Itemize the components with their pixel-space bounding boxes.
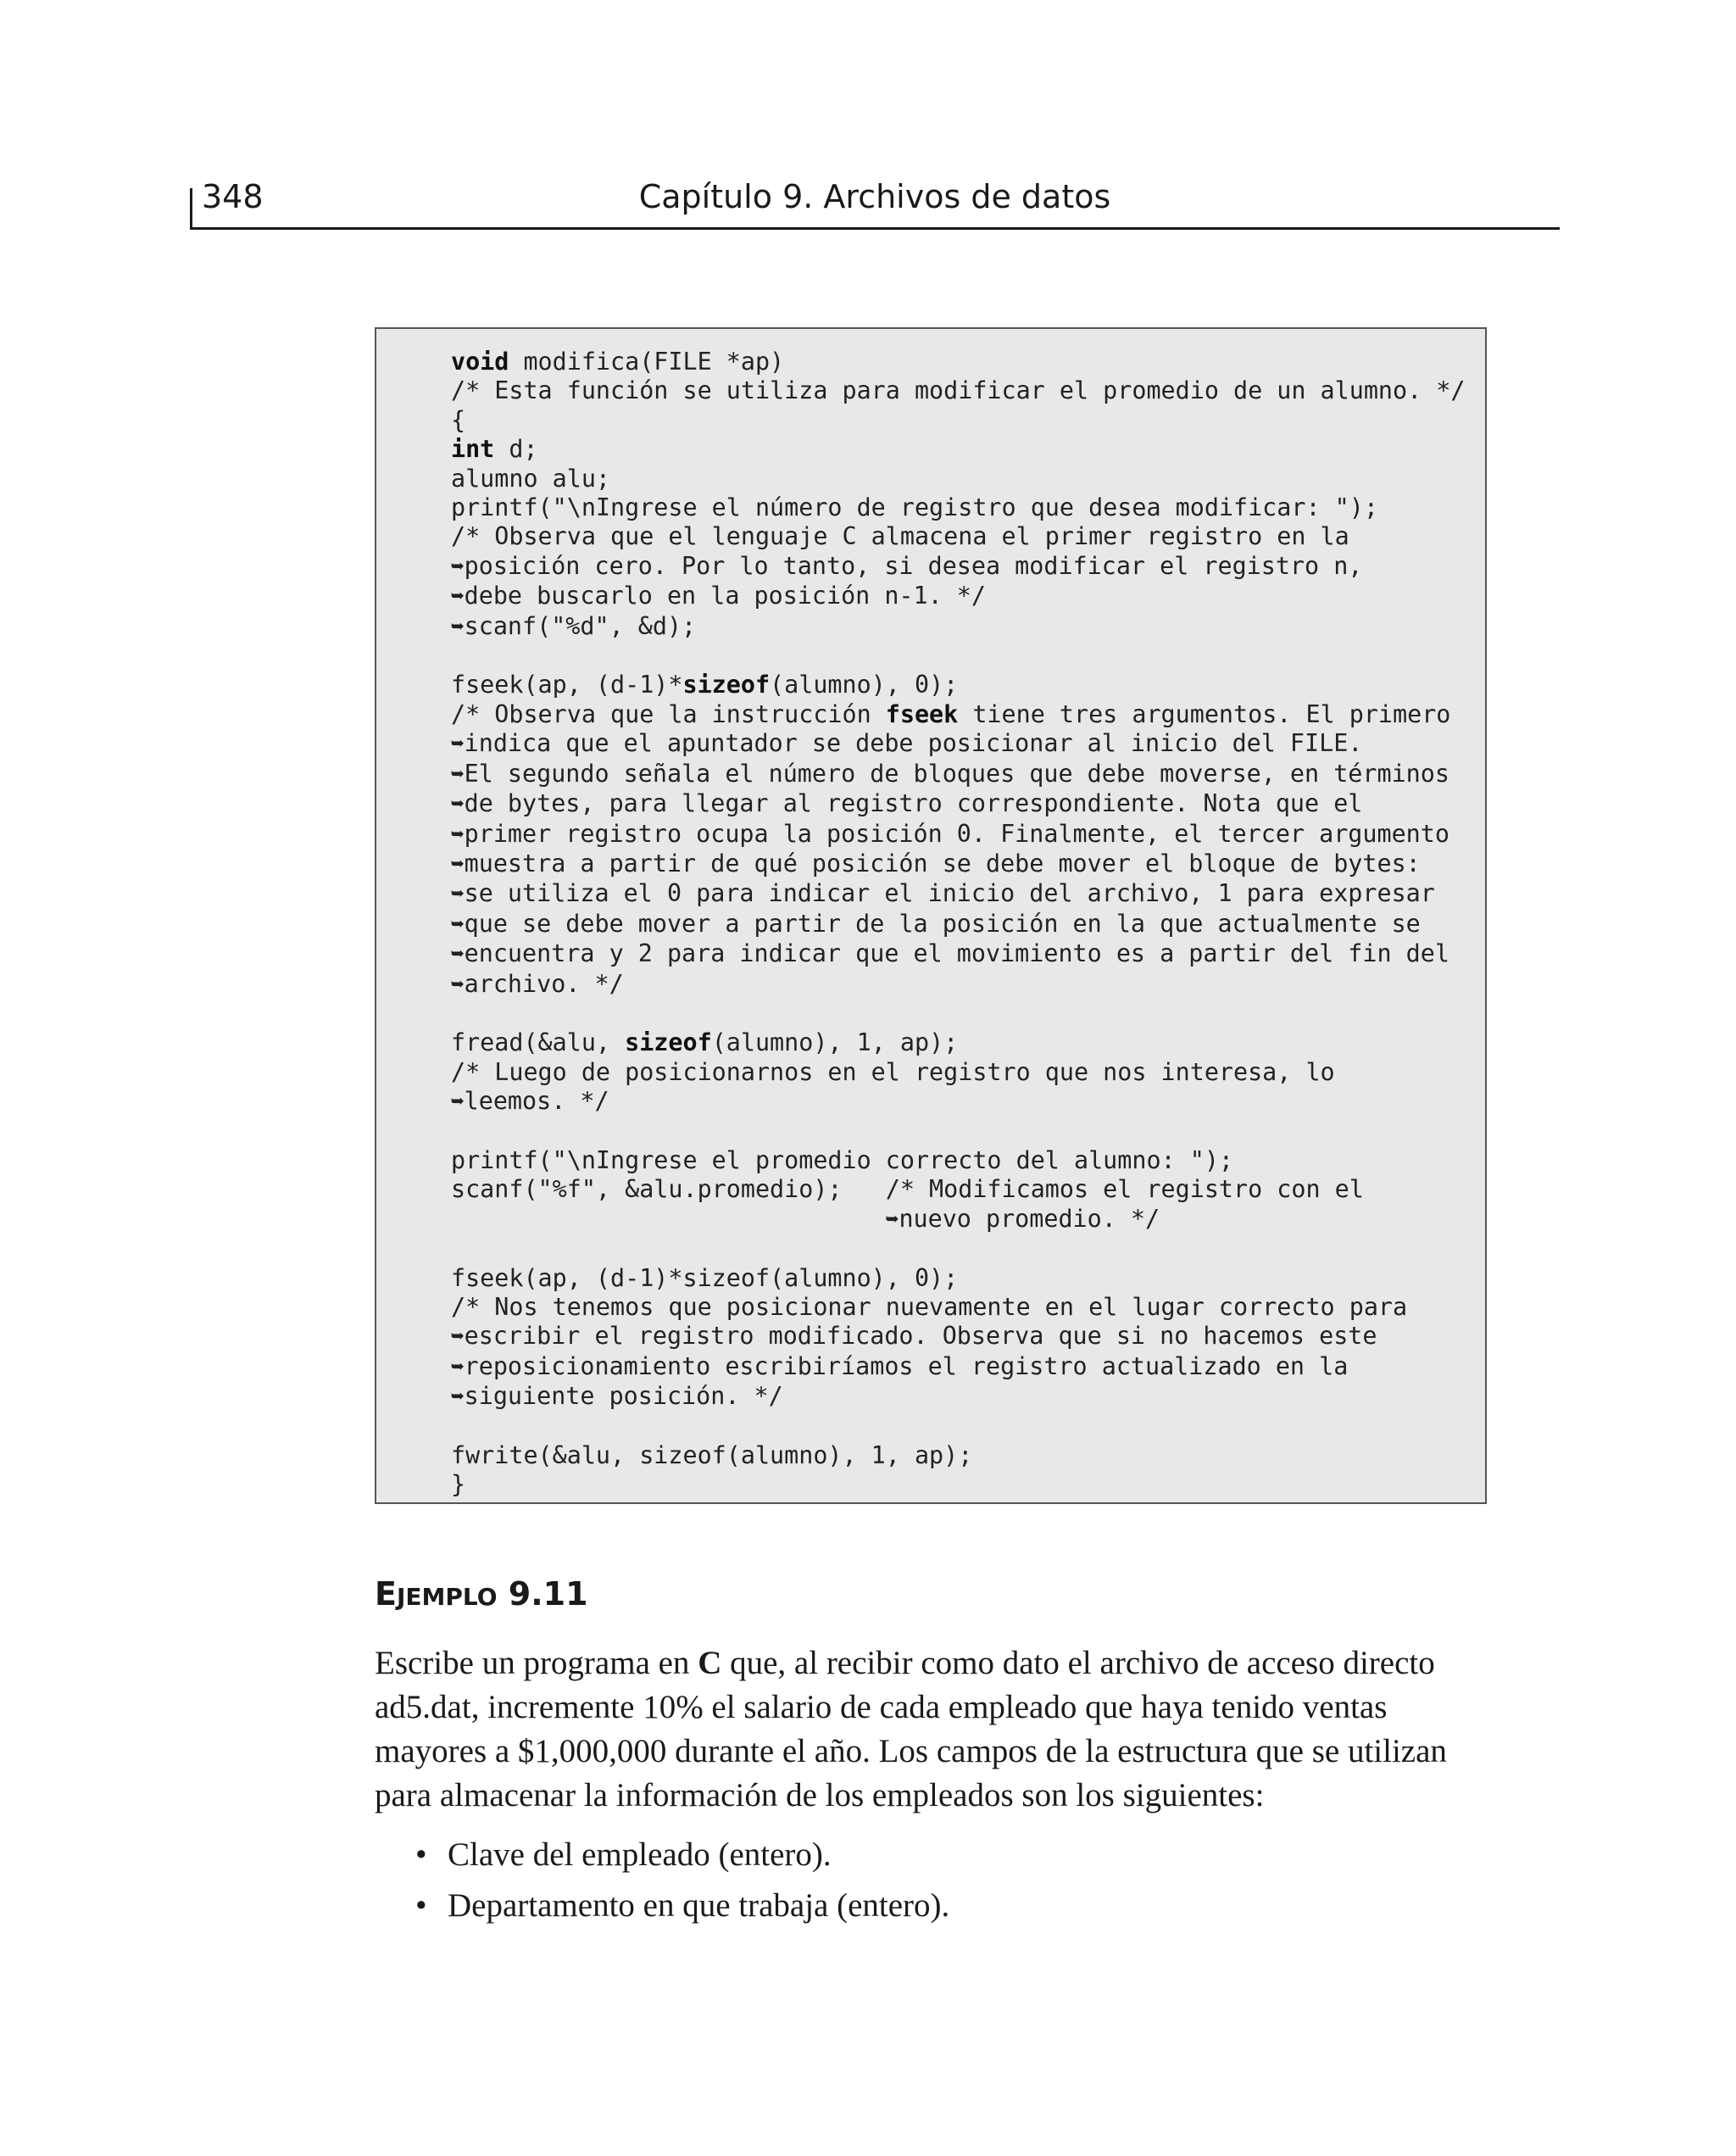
example-heading-smallcaps: JEMPLO	[396, 1583, 498, 1611]
continuation-arrow-icon: ➥	[451, 1324, 465, 1351]
code-text: printf("\nIngrese el número de registro que desea modificar: ");	[451, 493, 1378, 522]
code-text: muestra a partir de qué posición se debe mover el bloque de bytes:	[464, 849, 1421, 877]
code-line	[451, 435, 1465, 464]
code-line	[451, 850, 1465, 879]
code-text: /* Nos tenemos que posicionar nuevamente en el lugar correcto para	[451, 1293, 1408, 1321]
page-number: 348	[202, 178, 264, 215]
code-line	[451, 1205, 1465, 1234]
code-line	[451, 1322, 1465, 1351]
code-text: siguiente posición. */	[464, 1382, 783, 1411]
continuation-arrow-icon: ➥	[451, 822, 465, 848]
code-text: /* Esta función se utiliza para modificar el promedio de un alumno. */	[451, 376, 1466, 405]
code-text: reposicionamiento escribiríamos el registro actualizado en la	[464, 1351, 1349, 1380]
code-text: se utiliza el 0 para indicar el inicio del archivo, 1 para expresar	[464, 879, 1435, 908]
code-text: scanf("%d", &d);	[464, 611, 697, 640]
code-keyword: int	[451, 435, 495, 464]
continuation-arrow-icon: ➥	[451, 1354, 465, 1380]
continuation-arrow-icon: ➥	[451, 911, 465, 938]
code-text: }	[451, 1470, 466, 1499]
code-line	[451, 376, 1465, 405]
code-text: posición cero. Por lo tanto, si desea modificar el registro n,	[464, 551, 1363, 580]
code-line	[451, 671, 1465, 699]
continuation-arrow-icon: ➥	[451, 1384, 465, 1411]
code-line	[451, 1470, 1465, 1499]
code-line	[451, 552, 1465, 582]
code-text: (alumno), 1, ap);	[711, 1028, 959, 1057]
code-line	[451, 970, 1465, 1000]
code-line	[451, 1117, 1465, 1146]
code-text: tiene tres argumentos. El primero	[958, 699, 1451, 728]
continuation-arrow-icon: ➥	[451, 761, 465, 788]
example-heading-number: 9.11	[508, 1575, 588, 1613]
bullet-item: • Departamento en que trabaja (entero).	[415, 1880, 949, 1931]
code-line	[451, 1028, 1465, 1057]
code-text: nuevo promedio. */	[899, 1204, 1160, 1233]
code-line	[451, 939, 1465, 969]
code-text: primer registro ocupa la posición 0. Finalmente, el tercer argumento	[464, 819, 1449, 848]
code-text: archivo. */	[464, 969, 624, 998]
page-header	[190, 170, 1560, 230]
code-line	[451, 820, 1465, 850]
continuation-arrow-icon: ➥	[451, 1089, 465, 1116]
code-text: de bytes, para llegar al registro correspondiente. Nota que el	[464, 789, 1363, 818]
code-text: modifica(FILE *ap)	[509, 348, 785, 376]
continuation-arrow-icon: ➥	[451, 614, 465, 640]
code-keyword: sizeof	[625, 1028, 712, 1057]
code-text: printf("\nIngrese el promedio correcto del alumno: ");	[451, 1145, 1234, 1174]
code-line	[451, 582, 1465, 611]
code-line	[451, 1352, 1465, 1382]
chapter-title: Capítulo 9. Archivos de datos	[638, 178, 1111, 215]
code-text: alumno alu;	[451, 464, 611, 493]
code-line	[451, 879, 1465, 909]
code-text: /* Observa que la instrucción	[451, 699, 886, 728]
code-text: /* Luego de posicionarnos en el registro que nos interesa, lo	[451, 1057, 1335, 1086]
code-line	[451, 1087, 1465, 1117]
code-line	[451, 348, 1465, 376]
continuation-arrow-icon: ➥	[451, 972, 465, 998]
continuation-arrow-icon: ➥	[451, 584, 465, 610]
code-line	[451, 1264, 1465, 1293]
code-line	[451, 1058, 1465, 1087]
paragraph-segment: Escribe un programa en	[375, 1645, 698, 1681]
code-line	[451, 1175, 1465, 1204]
continuation-arrow-icon: ➥	[451, 732, 465, 758]
code-text: d;	[494, 435, 538, 464]
code-line	[451, 729, 1465, 759]
code-text: que se debe mover a partir de la posición en la que actualmente se	[464, 909, 1421, 938]
code-line	[451, 1234, 1465, 1263]
code-text	[451, 1205, 886, 1233]
code-text: {	[451, 405, 466, 434]
code-text: fseek(ap, (d-1)*sizeof(alumno), 0);	[451, 1263, 959, 1292]
code-line	[451, 760, 1465, 789]
code-line	[451, 642, 1465, 671]
code-listing-box	[375, 327, 1487, 1504]
code-text: /* Observa que el lenguaje C almacena el primer registro en la	[451, 522, 1349, 551]
paragraph-text	[375, 1641, 1487, 1818]
code-line	[451, 465, 1465, 493]
code-listing	[451, 348, 1465, 1500]
bullet-item: • Clave del empleado (entero).	[415, 1830, 949, 1880]
code-line	[451, 1412, 1465, 1441]
code-line	[451, 612, 1465, 642]
code-text: scanf("%f", &alu.promedio); /* Modificamos el registro con el	[451, 1175, 1364, 1204]
code-line	[451, 406, 1465, 435]
code-text: fwrite(&alu, sizeof(alumno), 1, ap);	[451, 1441, 973, 1470]
example-heading	[375, 1575, 588, 1613]
code-line	[451, 1293, 1465, 1322]
code-line	[451, 522, 1465, 551]
code-text: (alumno), 0);	[770, 671, 959, 699]
code-line	[451, 1382, 1465, 1412]
code-line	[451, 493, 1465, 522]
continuation-arrow-icon: ➥	[451, 882, 465, 908]
code-text: leemos. */	[464, 1087, 609, 1116]
code-line	[451, 700, 1465, 729]
code-keyword: fseek	[885, 699, 959, 728]
code-line	[451, 1441, 1465, 1470]
code-line	[451, 1000, 1465, 1028]
body-paragraph	[375, 1641, 1487, 1818]
code-text: fseek(ap, (d-1)*	[451, 671, 683, 699]
code-text: debe buscarlo en la posición n-1. */	[464, 582, 986, 610]
code-text: El segundo señala el número de bloques que debe moverse, en términos	[464, 759, 1449, 788]
paragraph-segment: que, al recibir como dato el archivo de acceso directo ad5.dat, incremente 10% el salario de cada empleado que haya tenido ventas mayores a $1,000,000 durante el año. Los campos de la estructura que se utilizan para almacenar la información de los empleados son los siguientes:	[375, 1645, 1447, 1813]
continuation-arrow-icon: ➥	[885, 1206, 899, 1233]
code-line	[451, 789, 1465, 819]
code-text: fread(&alu,	[451, 1028, 626, 1057]
continuation-arrow-icon: ➥	[451, 792, 465, 818]
bullet-list	[415, 1830, 949, 1931]
emphasis-text: C	[698, 1645, 722, 1681]
code-line	[451, 910, 1465, 939]
continuation-arrow-icon: ➥	[451, 942, 465, 968]
code-keyword: void	[451, 348, 509, 376]
continuation-arrow-icon: ➥	[451, 851, 465, 877]
code-keyword: sizeof	[682, 671, 771, 699]
continuation-arrow-icon: ➥	[451, 554, 465, 580]
code-line	[451, 1146, 1465, 1175]
example-heading-initial: E	[375, 1575, 397, 1613]
code-text: escribir el registro modificado. Observa que si no hacemos este	[464, 1322, 1377, 1351]
code-text: encuentra y 2 para indicar que el movimiento es a partir del fin del	[464, 939, 1449, 968]
code-text: indica que el apuntador se debe posicionar al inicio del FILE.	[464, 729, 1363, 758]
